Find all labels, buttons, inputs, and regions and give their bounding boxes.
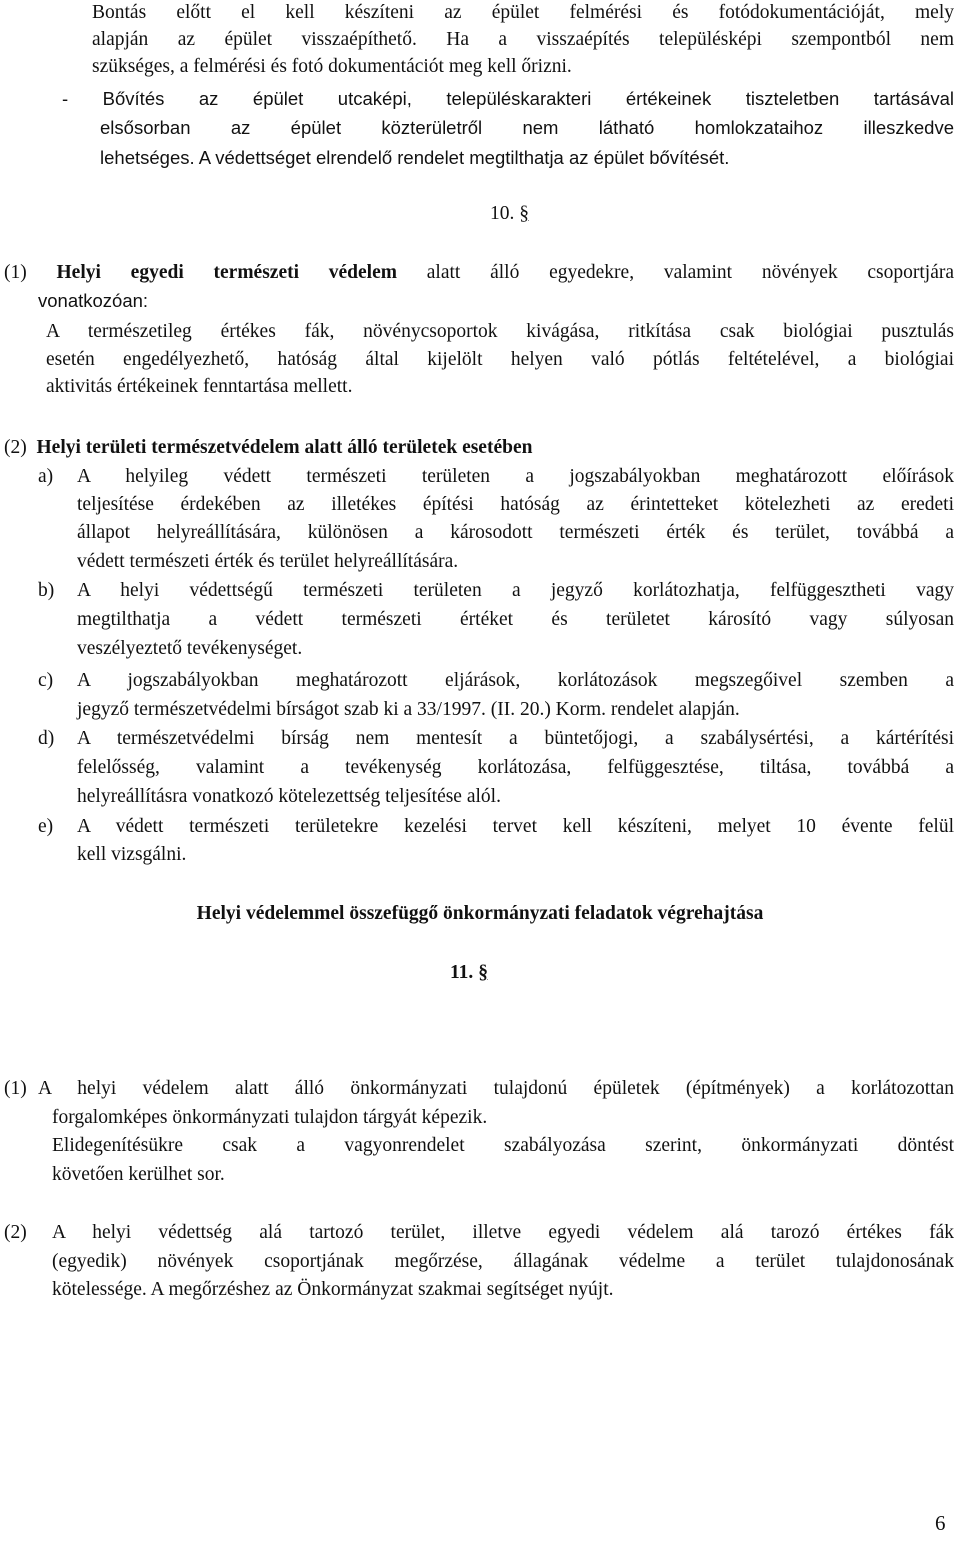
item-d-line-3: helyreállításra vonatkozó kötelezettség teljesítése alól. bbox=[77, 786, 501, 807]
section-11-sign: § bbox=[478, 962, 488, 983]
s10-p1-line-2: vonatkozóan: bbox=[38, 290, 149, 311]
item-a-label: a) bbox=[38, 466, 54, 487]
item-c-line-2: jegyző természetvédelmi bírságot szab ki a 33/1997. (II. 20.) Korm. rendelet alapján. bbox=[77, 699, 740, 720]
item-d-label: d) bbox=[38, 728, 55, 749]
item-a-line-1: A helyileg védett természeti területen a jogszabályokban meghatározott előírások bbox=[77, 466, 954, 487]
s10-p1-line-4: esetén engedélyezhető, hatóság által kijelölt helyen való pótlás feltételével, a biológiai bbox=[46, 349, 954, 370]
item-c-label: c) bbox=[38, 670, 54, 691]
s10-p1-line-3: A természetileg értékes fák, növénycsoportok kivágása, ritkítása csak biológiai pusztulás bbox=[46, 321, 954, 342]
item-d-line-1: A természetvédelmi bírság nem mentesít a büntetőjogi, a szabálysértési, a kártérítési bbox=[77, 728, 954, 749]
intro-line-2: alapján az épület visszaépíthető. Ha a visszaépítés településképi szempontból nem bbox=[92, 29, 954, 50]
bullet-line-1: - Bővítés az épület utcaképi, településkarakteri értékeinek tiszteletben tartásával bbox=[62, 88, 954, 109]
item-a-line-2: teljesítése érdekében az illetékes építési hatóság az érintetteket kötelezheti az eredeti bbox=[77, 494, 954, 515]
s11-p2-number: (2) bbox=[4, 1222, 27, 1243]
s11-p1-line-2: forgalomképes önkormányzati tulajdon tárgyát képezik. bbox=[52, 1107, 488, 1128]
s10-p1-bold: Helyi egyedi természeti védelem bbox=[56, 262, 397, 283]
s10-p2-bold: Helyi területi természetvédelem alatt álló területek esetében bbox=[36, 437, 533, 458]
s10-p2-heading bbox=[4, 435, 532, 461]
item-a-line-4: védett természeti érték és terület helyreállítására. bbox=[77, 551, 459, 572]
page-number: 6 bbox=[935, 1511, 946, 1535]
s11-p2-line-1: A helyi védettség alá tartozó terület, illetve egyedi védelem alá tarozó értékes fák bbox=[52, 1222, 954, 1243]
item-b-line-3: veszélyeztető tevékenységet. bbox=[77, 638, 303, 659]
item-b-line-2: megtilthatja a védett természeti értéket és területet károsító vagy súlyosan bbox=[77, 609, 954, 630]
s11-p1-line-1: A helyi védelem alatt álló önkormányzati tulajdonú épületek (építmények) a korlátozottan bbox=[38, 1078, 954, 1099]
section-title: Helyi védelemmel összefüggő önkormányzati feladatok végrehajtása bbox=[196, 903, 764, 924]
bullet-line-3: lehetséges. A védettséget elrendelő rendelet megtilthatja az épület bővítését. bbox=[100, 147, 730, 168]
item-e-line-2: kell vizsgálni. bbox=[77, 844, 187, 865]
s10-p2-number: (2) bbox=[4, 437, 27, 458]
intro-line-1: Bontás előtt el kell készíteni az épület felmérési és fotódokumentációját, mely bbox=[92, 2, 954, 23]
bullet-line-2: elsősorban az épület közterületről nem látható homlokzataihoz illeszkedve bbox=[100, 117, 954, 138]
section-10-sign: § bbox=[519, 203, 529, 224]
section-10-number: 10. bbox=[490, 203, 515, 224]
item-d-line-2: felelősség, valamint a tevékenység korlátozása, felfüggesztése, tiltása, továbbá a bbox=[77, 757, 954, 778]
section-10-heading bbox=[490, 201, 529, 227]
item-b-label: b) bbox=[38, 580, 55, 601]
item-b-line-1: A helyi védettségű természeti területen a jegyző korlátozhatja, felfüggesztheti vagy bbox=[77, 580, 954, 601]
section-11-number: 11. bbox=[450, 962, 474, 983]
item-a-line-3: állapot helyreállítására, különösen a károsodott természeti érték és terület, továbbá a bbox=[77, 522, 954, 543]
s10-p1-number: (1) bbox=[4, 262, 27, 283]
item-c-line-1: A jogszabályokban meghatározott eljárások, korlátozások megszegőivel szemben a bbox=[77, 670, 954, 691]
s10-p1-line-5: aktivitás értékeinek fenntartása mellett. bbox=[46, 376, 353, 397]
s11-p1-line-3: Elidegenítésükre csak a vagyonrendelet szabályozása szerint, önkormányzati döntést bbox=[52, 1135, 954, 1156]
s10-p1-rest: alatt álló egyedekre, valamint növények csoportjára bbox=[426, 262, 955, 283]
s11-p2-line-2: (egyedik) növények csoportjának megőrzése, állagának védelme a terület tulajdonosának bbox=[52, 1251, 954, 1272]
s10-p1-line-1 bbox=[4, 260, 954, 286]
s11-p2-line-3: kötelessége. A megőrzéshez az Önkormányzat szakmai segítséget nyújt. bbox=[52, 1279, 614, 1300]
item-e-line-1: A védett természeti területekre kezelési tervet kell készíteni, melyet 10 évente felül bbox=[77, 816, 954, 837]
intro-line-3: szükséges, a felmérési és fotó dokumentációt meg kell őrizni. bbox=[92, 56, 572, 77]
s11-p1-number: (1) bbox=[4, 1078, 27, 1099]
item-e-label: e) bbox=[38, 816, 54, 837]
section-11-heading bbox=[450, 960, 488, 986]
s11-p1-line-4: követően kerülhet sor. bbox=[52, 1164, 225, 1185]
